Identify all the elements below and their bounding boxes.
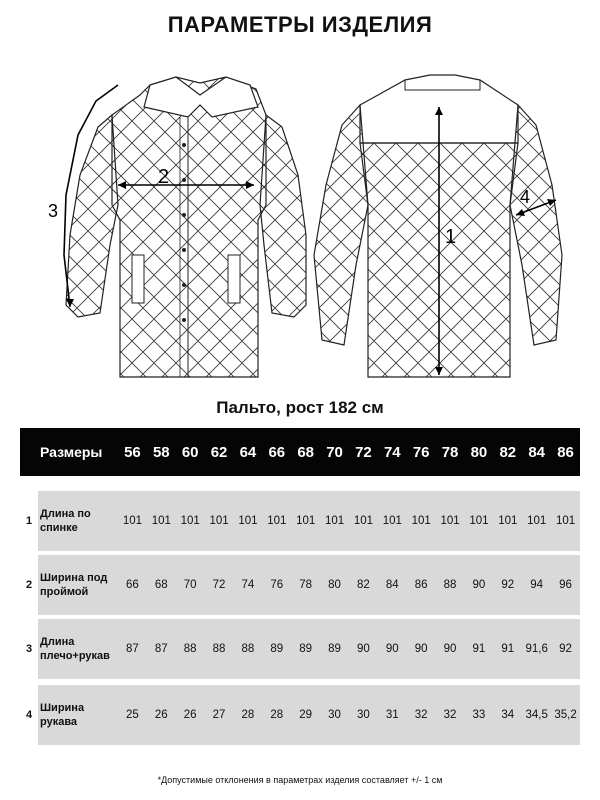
cell-value: 90 <box>357 643 370 655</box>
cell-value: 101 <box>527 515 547 527</box>
cell-value: 34,5 <box>525 709 548 721</box>
row-box <box>38 491 580 551</box>
row-box <box>38 685 580 745</box>
cell-value: 26 <box>183 709 197 721</box>
cell-value: 101 <box>267 515 287 527</box>
size-value: 68 <box>297 443 315 461</box>
cell-value: 88 <box>241 643 255 655</box>
cell-value: 91,6 <box>525 643 548 655</box>
callout-3: 3 <box>48 201 59 221</box>
row-label-line: рукава <box>40 716 78 728</box>
size-value: 62 <box>210 443 228 461</box>
row-number: 4 <box>25 709 33 721</box>
row-label <box>38 507 118 535</box>
row-label <box>38 701 118 729</box>
cell-value: 74 <box>241 579 255 591</box>
cell-value: 91 <box>472 643 486 655</box>
cell-value: 101 <box>498 515 518 527</box>
row-box <box>38 555 580 615</box>
row-number: 1 <box>25 515 33 527</box>
size-value: 56 <box>124 443 141 461</box>
cell-value: 80 <box>328 579 341 591</box>
cell-value: 35,2 <box>554 709 577 721</box>
cell-value: 89 <box>328 643 341 655</box>
row-label-line: плечо+рукав <box>40 650 110 662</box>
cell-value: 101 <box>296 515 316 527</box>
cell-value: 78 <box>299 579 313 591</box>
measure-row-shoulder-sleeve-length <box>20 619 580 679</box>
cell-value: 88 <box>212 643 226 655</box>
size-value: 80 <box>470 443 488 461</box>
row-values <box>118 709 580 721</box>
cell-value: 101 <box>555 515 576 527</box>
cell-value: 32 <box>414 709 428 721</box>
cell-value: 72 <box>212 579 226 591</box>
callout-2: 2 <box>158 166 170 188</box>
cell-value: 70 <box>183 579 197 591</box>
measure-row-sleeve-width <box>20 685 580 745</box>
size-value: 84 <box>528 443 546 461</box>
sizes-label: Размеры <box>40 444 103 460</box>
size-value: 58 <box>152 443 170 461</box>
cell-value: 101 <box>353 515 374 527</box>
cell-value: 101 <box>180 515 200 527</box>
cell-value: 87 <box>154 643 168 655</box>
cell-value: 90 <box>385 643 399 655</box>
cell-value: 87 <box>126 643 139 655</box>
page-title: ПАРАМЕТРЫ ИЗДЕЛИЯ <box>167 12 433 37</box>
cell-value: 28 <box>270 709 284 721</box>
cell-value: 90 <box>472 579 486 591</box>
size-value: 78 <box>441 443 459 461</box>
cell-value: 27 <box>212 709 226 721</box>
size-value: 86 <box>557 443 574 461</box>
row-values <box>118 643 580 655</box>
cell-value: 101 <box>440 515 460 527</box>
size-value: 72 <box>355 443 372 461</box>
cell-value: 90 <box>414 643 428 655</box>
callout-1: 1 <box>445 226 457 248</box>
cell-value: 92 <box>501 579 515 591</box>
measure-row-back-length <box>20 491 580 551</box>
size-value: 76 <box>412 443 430 461</box>
size-value: 82 <box>499 443 517 461</box>
row-label <box>38 635 118 663</box>
size-list <box>118 444 580 461</box>
coat-technical-drawing <box>0 55 600 395</box>
cell-value: 101 <box>382 515 402 527</box>
row-number: 2 <box>25 579 33 591</box>
cell-value: 29 <box>299 709 313 721</box>
row-values <box>118 579 580 591</box>
size-value: 64 <box>239 443 257 461</box>
cell-value: 68 <box>154 579 168 591</box>
cell-value: 89 <box>270 643 284 655</box>
cell-value: 88 <box>443 579 457 591</box>
cell-value: 82 <box>357 579 370 591</box>
row-label-line: спинке <box>40 522 78 534</box>
size-value: 70 <box>326 443 343 461</box>
cell-value: 33 <box>472 709 486 721</box>
cell-value: 76 <box>270 579 284 591</box>
cell-value: 28 <box>241 709 255 721</box>
cell-value: 101 <box>209 515 229 527</box>
cell-value: 91 <box>501 643 515 655</box>
cell-value: 34 <box>501 709 515 721</box>
cell-value: 66 <box>126 579 139 591</box>
row-values <box>118 515 580 527</box>
cell-value: 94 <box>530 579 544 591</box>
row-number: 3 <box>25 643 33 655</box>
cell-value: 26 <box>154 709 168 721</box>
row-label <box>38 571 118 599</box>
cell-value: 90 <box>443 643 457 655</box>
cell-value: 88 <box>183 643 197 655</box>
row-box <box>38 619 580 679</box>
coat-back-view <box>314 75 562 377</box>
size-value: 74 <box>383 443 401 461</box>
cell-value: 96 <box>559 579 572 591</box>
product-subtitle: Пальто, рост 182 см <box>216 398 384 417</box>
size-value: 66 <box>268 443 286 461</box>
row-label-line: Ширина под <box>40 572 108 584</box>
cell-value: 101 <box>151 515 171 527</box>
cell-value: 101 <box>411 515 431 527</box>
cell-value: 31 <box>385 709 399 721</box>
cell-value: 101 <box>324 515 345 527</box>
row-label-line: Длина по <box>40 508 91 520</box>
callout-4: 4 <box>520 187 531 207</box>
cell-value: 32 <box>443 709 457 721</box>
cell-value: 86 <box>414 579 428 591</box>
cell-value: 101 <box>469 515 489 527</box>
cell-value: 101 <box>238 515 258 527</box>
cell-value: 25 <box>126 709 139 721</box>
cell-value: 101 <box>122 515 143 527</box>
cell-value: 89 <box>299 643 313 655</box>
row-label-line: Длина <box>40 636 75 648</box>
size-value: 60 <box>181 443 199 461</box>
row-label-line: Ширина <box>40 702 85 714</box>
row-label-line: проймой <box>40 586 89 598</box>
size-header-bar <box>20 428 580 476</box>
measure-row-armhole-width <box>20 555 580 615</box>
cell-value: 30 <box>357 709 370 721</box>
tolerance-footnote: *Допустимые отклонения в параметрах изделия составляет +/- 1 см <box>157 775 443 785</box>
cell-value: 30 <box>328 709 341 721</box>
cell-value: 92 <box>559 643 572 655</box>
coat-front-view <box>64 77 306 377</box>
cell-value: 84 <box>385 579 399 591</box>
